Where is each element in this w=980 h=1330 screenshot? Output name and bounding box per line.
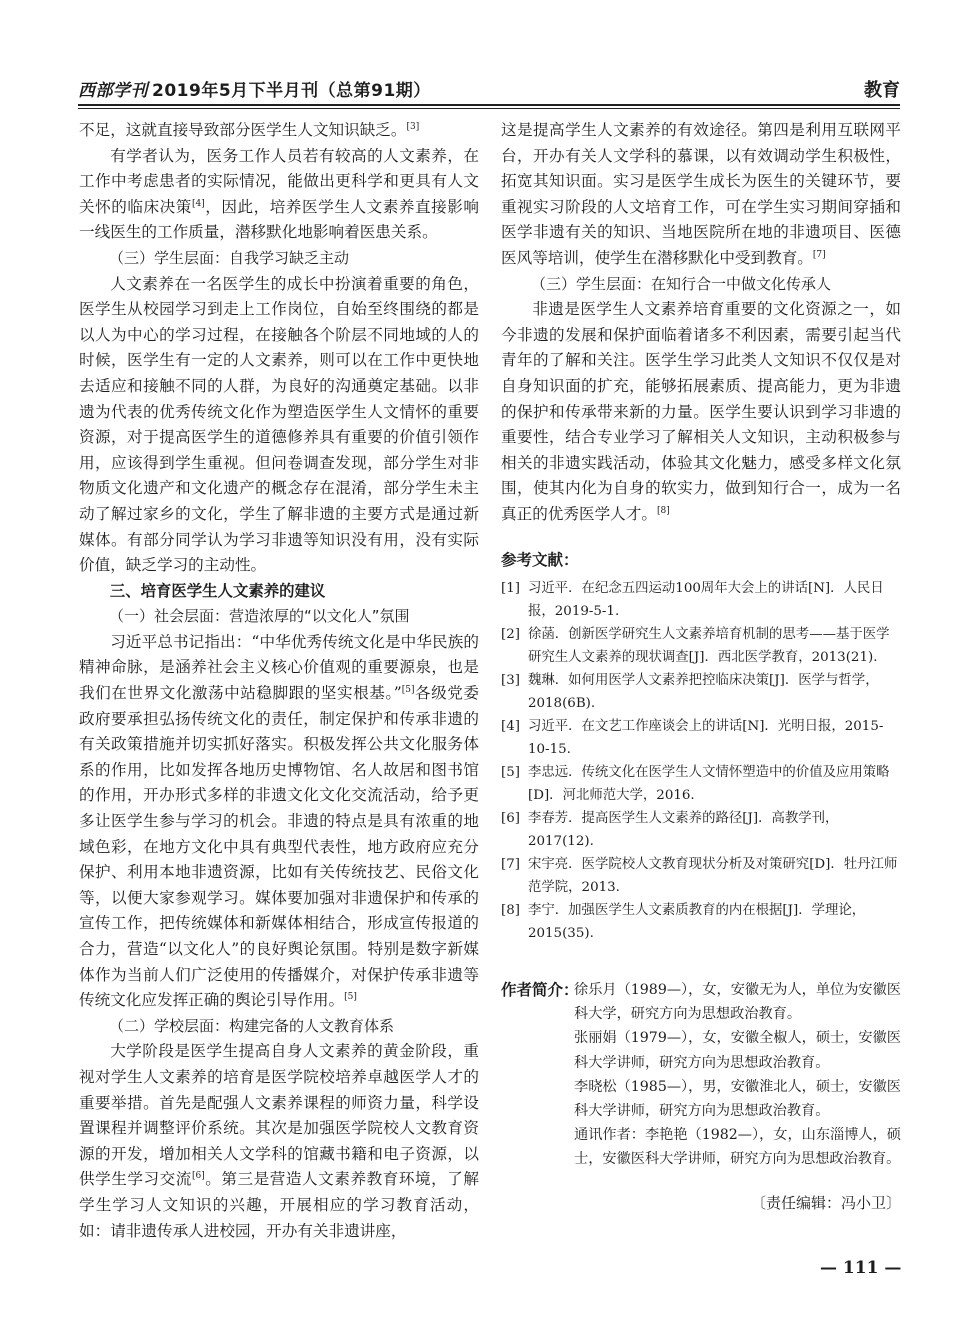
header-rule-thin [78, 108, 900, 109]
citation-marker: [7] [812, 249, 826, 260]
paragraph-text: 不足，这就直接导致部分医学生人文知识缺乏。 [79, 121, 407, 139]
reference-text: 习近平．在纪念五四运动100周年大会上的讲话[N]．人民日报，2019-5-1. [528, 581, 884, 620]
paragraph-text: 非遗是医学生人文素养培育重要的文化资源之一，如今非遗的发展和保护面临着诸多不利因素，需要引起当代青年的了解和关注。医学生学习此类人文知识不仅仅是对自身知识面的扩充，能够拓展素质、提高能力，更为非遗的保护和传承带来新的力量。医学生要认识到学习非遗的重要性，结合专业学习了解相关人文知识，主动积极参与相关的非遗实践活动，体验其文化魅力，感受多样文化氛围，使其内化为自身的软实力，做到知行合一，成为一名真正的优秀医学人才。 [501, 300, 901, 523]
paragraph-text: 大学阶段是医学生提高自身人文素养的黄金阶段，重视对学生人文素养的培育是医学院校培养卓越医学人才的重要举措。首先是配强人文素养课程的师资力量，科学设置课程并调整评价系统。其次是加强医学院校人文教育资源的开发，增加相关人文学科的馆藏书籍和电子资源，以供学生学习交流 [79, 1042, 479, 1189]
left-column [79, 118, 479, 1244]
author-info [501, 978, 901, 1172]
citation-marker: [8] [656, 505, 670, 516]
body-paragraph [501, 297, 901, 527]
reference-text: 李忠远．传统文化在医学生人文情怀塑造中的价值及应用策略[D]．河北师范大学，2016. [528, 765, 890, 804]
body-paragraph [79, 118, 479, 144]
reference-number: [1] [501, 581, 520, 597]
reference-item [501, 577, 901, 623]
reference-text: 徐菡．创新医学研究生人文素养培育机制的思考——基于医学研究生人文素养的现状调查[J]．西北医学教育，2013(21). [528, 627, 890, 666]
reference-item [501, 853, 901, 899]
reference-item [501, 623, 901, 669]
author-entries [574, 978, 901, 1172]
section-subheading: （一）社会层面：营造浓厚的“以文化人”氛围 [109, 607, 410, 626]
author-entry: 通讯作者：李艳艳（1982—），女，山东淄博人，硕士，安徽医科大学讲师，研究方向为思想政治教育。 [574, 1127, 901, 1168]
paragraph-text: 这是提高学生人文素养的有效途径。第四是利用互联网平台，开办有关人文学科的慕课，以有效调动学生积极性，拓宽其知识面。实习是医学生成长为医生的关键环节，要重视实习阶段的人文培育工作，可在学生实习期间穿插和医学非遗有关的知识、当地医院所在地的非遗项目、医德医风等培训，使学生在潜移默化中受到教育。 [501, 121, 901, 267]
paragraph-text: 。第三是营造人文素养教育环境，了解学生学习人文知识的兴趣，开展相应的学习教育活动，如：请非遗传承人进校园，开办有关非遗讲座， [79, 1170, 479, 1240]
author-entry: 徐乐月（1989—），女，安徽无为人，单位为安徽医科大学，研究方向为思想政治教育。 [574, 982, 901, 1023]
reference-number: [4] [501, 719, 520, 735]
section-name: 教育 [864, 80, 900, 101]
journal-issue [78, 76, 431, 101]
citation-marker: [6] [191, 1171, 205, 1182]
paragraph-text: 各级党委政府要承担弘扬传统文化的责任，制定保护和传承非遗的有关政策措施并切实抓好落实。积极发挥公共文化服务体系的作用，比如发挥各地历史博物馆、名人故居和图书馆的作用，开办形式多样的非遗文化文化交流活动，给予更多让医学生参与学习的机会。非遗的特点是具有浓重的地域色彩，在地方文化中具有典型代表性，地方政府应充分保护、利用本地非遗资源，比如有关传统技艺、民俗文化等，以便大家参观学习。媒体要加强对非遗保护和传承的宣传工作，把传统媒体和新媒体相结合，形成宣传报道的合力，营造“以文化人”的良好舆论氛围。特别是数字新媒体作为当前人们广泛使用的传播媒介，对保护传承非遗等传统文化应发挥正确的舆论引导作用。 [79, 684, 479, 1010]
reference-item [501, 899, 901, 945]
body-paragraph [79, 630, 479, 1014]
reference-item [501, 715, 901, 761]
running-header [78, 72, 900, 102]
reference-text: 习近平．在文艺工作座谈会上的讲话[N]．光明日报，2015-10-15. [528, 719, 884, 758]
references-list [501, 577, 901, 945]
responsible-editor: 〔责任编辑：冯小卫〕 [750, 1194, 901, 1212]
author-entry: 李晓松（1985—），男，安徽淮北人，硕士，安徽医科大学讲师，研究方向为思想政治教育。 [574, 1078, 901, 1120]
section-heading: 三、培育医学生人文素养的建议 [109, 581, 326, 600]
page-number: — 111 — [820, 1258, 902, 1278]
reference-text: 宋宇亮．医学院校人文教育现状分析及对策研究[D]．牡丹江师范学院，2013. [528, 857, 898, 896]
body-paragraph [501, 118, 901, 272]
body-paragraph [79, 1039, 479, 1244]
reference-text: 李春芳．提高医学生人文素养的路径[J]．高教学刊，2017(12). [528, 811, 839, 850]
reference-number: [6] [501, 811, 520, 827]
journal-masthead: 西部学刊 [78, 81, 148, 101]
reference-item [501, 669, 901, 715]
citation-marker: [3] [406, 121, 420, 132]
header-rule-thick [78, 104, 900, 106]
body-paragraph [79, 272, 479, 579]
section-subheading: （三）学生层面：自我学习缺乏主动 [109, 248, 350, 267]
reference-item [501, 807, 901, 853]
author-entry: 张丽娟（1979—），女，安徽全椒人，硕士，安徽医科大学讲师，研究方向为思想政治教育。 [574, 1030, 901, 1071]
references-title: 参考文献： [501, 550, 579, 569]
journal-issue-text: 2019年5月下半月刊（总第91期） [152, 81, 431, 101]
reference-number: [8] [501, 903, 520, 919]
paragraph-text: ，因此，培养医学生人文素养直接影响一线医生的工作质量，潜移默化地影响着医患关系。 [79, 197, 479, 242]
citation-marker: [5] [401, 684, 415, 695]
author-info-label: 作者简介： [501, 981, 579, 999]
reference-text: 魏琳．如何用医学人文素养把控临床决策[J]．医学与哲学，2018(6B). [528, 673, 879, 712]
reference-number: [5] [501, 765, 520, 781]
reference-text: 李宁．加强医学生人文素质教育的内在根据[J]．学理论，2015(35). [528, 903, 866, 942]
reference-number: [7] [501, 857, 520, 873]
reference-number: [2] [501, 627, 520, 643]
reference-item [501, 761, 901, 807]
citation-marker: [5] [344, 992, 357, 1002]
reference-number: [3] [501, 673, 520, 689]
paragraph-text: 有学者认为，医务工作人员若有较高的人文素养，在工作中考虑患者的实际情况，能做出更科学和更具有人文关怀的临床决策 [79, 146, 479, 216]
paragraph-text: 人文素养在一名医学生的成长中扮演着重要的角色，医学生从校园学习到走上工作岗位，自始至终围绕的都是以人为中心的学习过程，在接触各个阶层不同地域的人的时候，医学生有一定的人文素养，则可以在工作中更快地去适应和接触不同的人群，为良好的沟通奠定基础。以非遗为代表的优秀传统文化作为塑造医学生人文情怀的重要资源，对于提高医学生的道德修养具有重要的价值引领作用，应该得到学生重视。但问卷调查发现，部分学生对非物质文化遗产和文化遗产的概念存在混淆，部分学生未主动了解过家乡的文化，学生了解非遗的主要方式是通过新媒体。有部分同学认为学习非遗等知识没有用，没有实际价值，缺乏学习的主动性。 [79, 274, 479, 575]
right-body [501, 118, 901, 528]
section-subheading: （二）学校层面：构建完备的人文教育体系 [109, 1016, 395, 1035]
section-subheading: （三）学生层面：在知行合一中做文化传承人 [531, 274, 832, 293]
body-paragraph [79, 144, 479, 246]
right-column [501, 118, 901, 945]
paragraph-text: 习近平总书记指出：“中华优秀传统文化是中华民族的精神命脉，是涵养社会主义核心价值观的重要源泉，也是我们在世界文化激荡中站稳脚跟的坚实根基。” [79, 632, 479, 703]
citation-marker: [4] [191, 198, 205, 209]
